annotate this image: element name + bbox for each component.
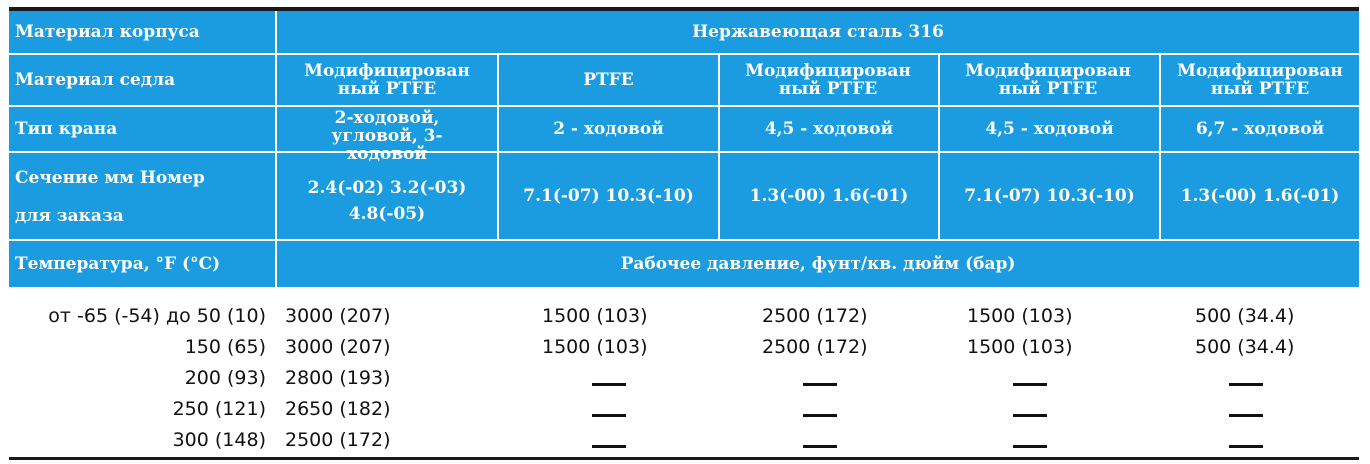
valve-type-col2: 2 - ходовой [553, 119, 664, 139]
body-material-value: Нержавеющая сталь 316 [692, 22, 944, 42]
table-row [9, 301, 1359, 332]
pressure-cell: 1500 (103) [967, 305, 1073, 327]
valve-type-col4: 4,5 - ходовой [985, 119, 1114, 139]
body-material-label: Материал корпуса [15, 22, 200, 42]
bottom-rule [9, 457, 1359, 460]
temp-cell: 150 (65) [184, 336, 266, 358]
dash-mark [803, 445, 837, 448]
table-row [9, 332, 1359, 363]
dash-mark [1229, 445, 1263, 448]
section-col1-line1: 2.4(-02) 3.2(-03) [307, 178, 467, 198]
dash-mark [803, 414, 837, 417]
dash-mark [1229, 414, 1263, 417]
pressure-cell: 1500 (103) [967, 336, 1073, 358]
pressure-cell: 2650 (182) [285, 398, 391, 420]
pressure-cell: 500 (34.4) [1195, 305, 1295, 327]
pressure-cell: 2500 (172) [762, 305, 868, 327]
pressure-cell: 2800 (193) [285, 367, 391, 389]
dash-mark [1013, 383, 1047, 386]
pressure-cell: 1500 (103) [542, 305, 648, 327]
pressure-cell: 3000 (207) [285, 336, 391, 358]
seat-material-col5: Модифицирован ный PTFE [1177, 61, 1343, 99]
valve-type-label: Тип крана [15, 119, 118, 139]
seat-material-col1: Модифицирован ный PTFE [304, 61, 470, 99]
pressure-cell: 3000 (207) [285, 305, 391, 327]
dash-mark [1013, 414, 1047, 417]
dash-mark [803, 383, 837, 386]
dash-mark [592, 383, 626, 386]
section-col4: 7.1(-07) 10.3(-10) [964, 186, 1135, 206]
seat-material-col3: Модифицирован ный PTFE [745, 61, 911, 99]
table-row [9, 363, 1359, 394]
pressure-label: Рабочее давление, фунт/кв. дюйм (бар) [620, 254, 1016, 274]
section-label-line1: Сечение мм Номер [15, 168, 205, 188]
dash-mark [1229, 383, 1263, 386]
dash-mark [1013, 445, 1047, 448]
seat-material-label: Материал седла [15, 70, 176, 90]
temp-cell: 300 (148) [172, 429, 266, 451]
table-row [9, 394, 1359, 425]
valve-type-col3: 4,5 - ходовой [764, 119, 894, 139]
pressure-cell: 2500 (172) [762, 336, 868, 358]
dash-mark [592, 414, 626, 417]
section-col3: 1.3(-00) 1.6(-01) [749, 186, 909, 206]
section-col5: 1.3(-00) 1.6(-01) [1180, 186, 1340, 206]
pressure-cell: 2500 (172) [285, 429, 391, 451]
seat-material-col4: Модифицирован ный PTFE [965, 61, 1131, 99]
table-row [9, 425, 1359, 456]
section-label-line2: для заказа [15, 206, 124, 226]
temp-cell: 250 (121) [172, 398, 266, 420]
valve-type-col1: 2-ходовой, угловой, 3-ходовой [331, 108, 443, 164]
dash-mark [592, 445, 626, 448]
table-header [9, 11, 1359, 287]
pressure-cell: 1500 (103) [542, 336, 648, 358]
temperature-label: Температура, °F (°C) [15, 254, 221, 274]
temp-cell: 200 (93) [184, 367, 266, 389]
section-col2: 7.1(-07) 10.3(-10) [523, 186, 694, 206]
pressure-cell: 500 (34.4) [1195, 336, 1295, 358]
seat-material-col2: PTFE [583, 70, 634, 90]
valve-type-col5: 6,7 - ходовой [1195, 119, 1325, 139]
temp-cell: от -65 (-54) до 50 (10) [48, 305, 266, 327]
section-col1-line2: 4.8(-05) [348, 204, 426, 224]
